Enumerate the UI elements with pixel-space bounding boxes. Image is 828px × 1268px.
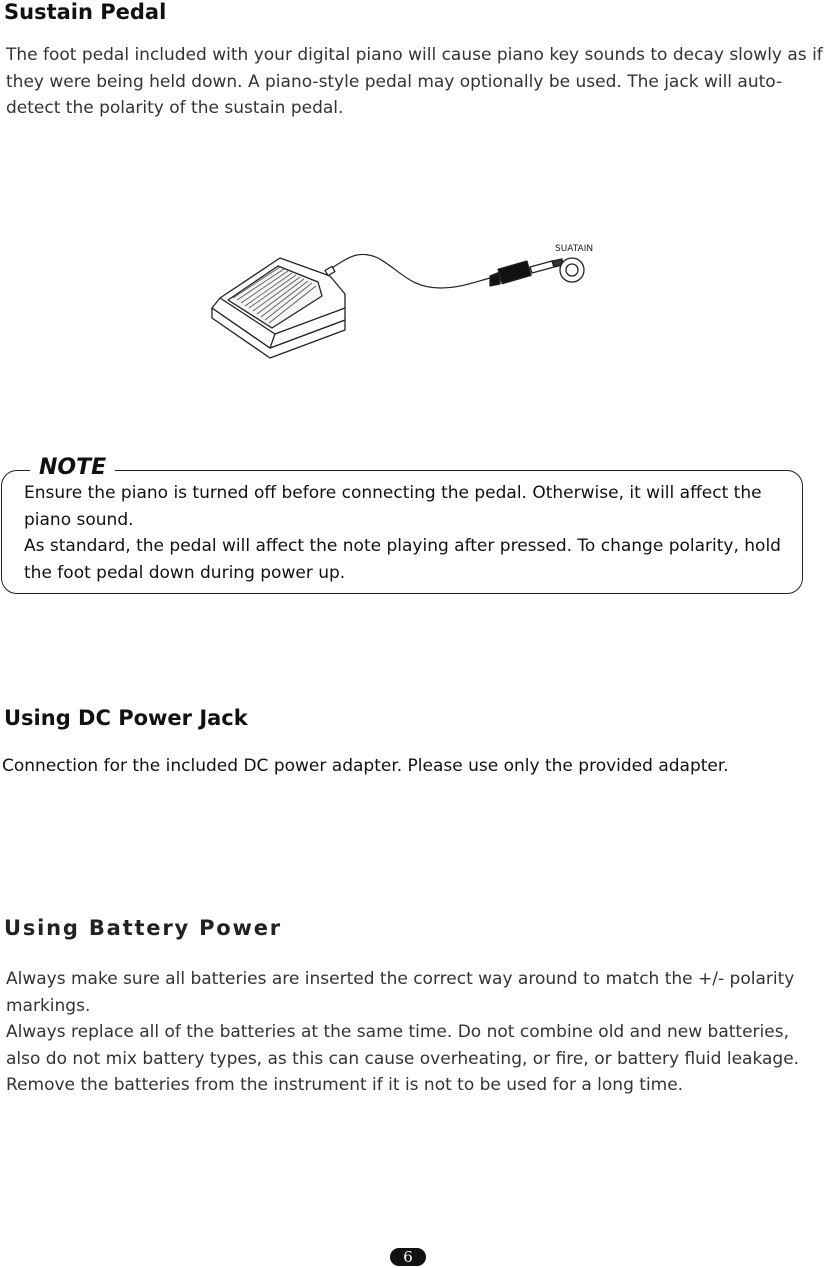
dc-power-heading: Using DC Power Jack [4, 706, 248, 730]
dc-power-paragraph: Connection for the included DC power adapter. Please use only the provided adapter. [2, 756, 729, 776]
battery-line: Always replace all of the batteries at the same time. Do not combine old and new batteries, also do not mix battery types, as this can cause overheating, or fire, or battery fluid leakage. [6, 1022, 800, 1069]
note-text [24, 480, 800, 586]
sustain-pedal-paragraph: The foot pedal included with your digital piano will cause piano key sounds to decay slowly as if they were being held down. A piano-style pedal may optionally be used. The jack will auto-detect the polarity of the sustain pedal. [6, 45, 823, 118]
battery-power-paragraph [6, 966, 828, 1099]
page-number: 6 [390, 1248, 426, 1266]
note-line: As standard, the pedal will affect the note playing after pressed. To change polarity, hold the foot pedal down during power up. [24, 536, 781, 583]
sustain-pedal-illustration [200, 236, 600, 376]
sustain-pedal-heading: Sustain Pedal [4, 0, 167, 24]
note-title: NOTE [30, 454, 115, 482]
battery-line: Remove the batteries from the instrument if it is not to be used for a long time. [6, 1075, 684, 1095]
battery-power-heading: Using Battery Power [4, 916, 282, 940]
sustain-jack-label: SUATAIN [555, 244, 594, 254]
battery-line: Always make sure all batteries are inserted the correct way around to match the +/- polarity markings. [6, 969, 795, 1016]
note-line: Ensure the piano is turned off before connecting the pedal. Otherwise, it will affect the piano sound. [24, 483, 762, 530]
